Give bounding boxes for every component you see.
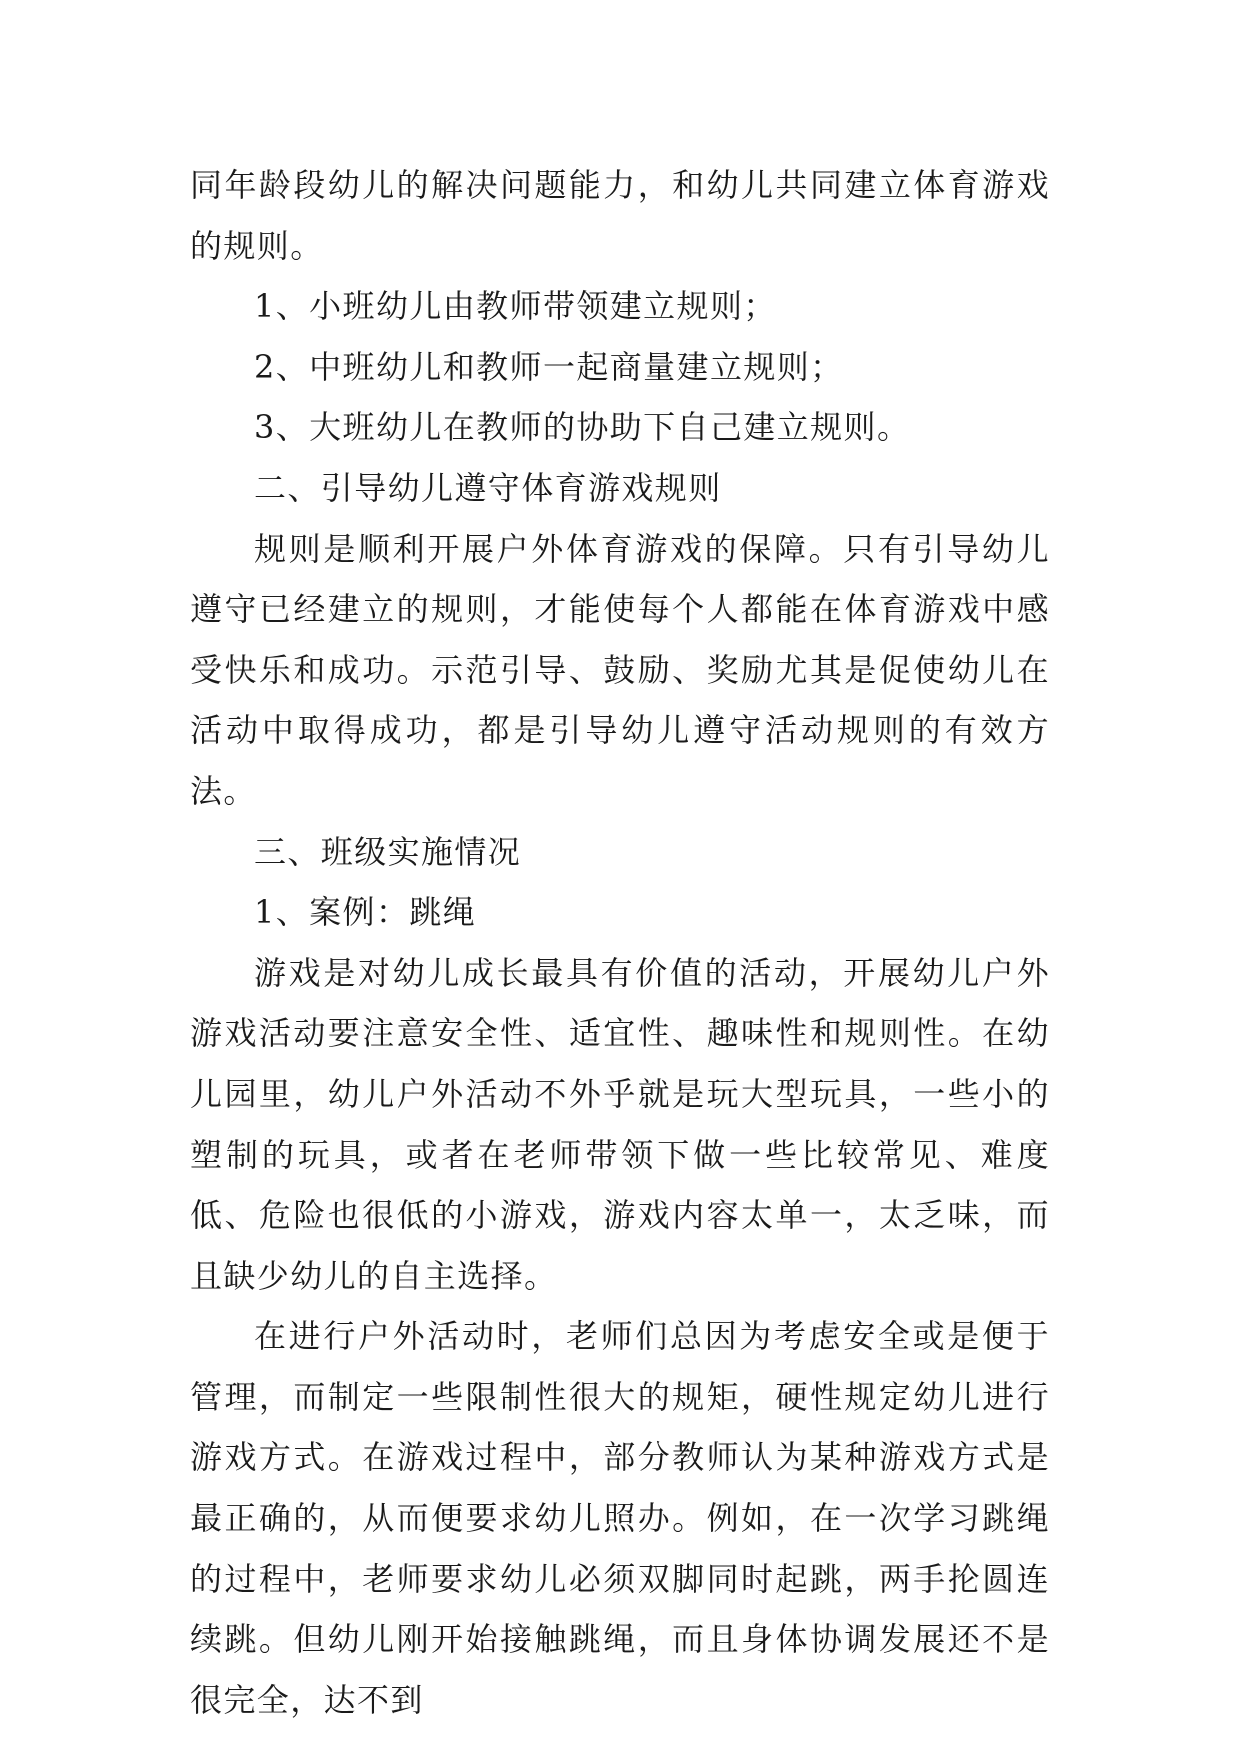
list-item-large-class: 3、大班幼儿在教师的协助下自己建立规则。 [254,408,911,447]
subsection-heading: 1、案例：跳绳 [254,893,477,932]
section-heading: 三、班级实施情况 [254,832,522,871]
list-item-middle-class: 2、中班幼儿和教师一起商量建立规则； [254,347,844,386]
paragraph: 游戏是对幼儿成长最具有价值的活动，开展幼儿户外游戏活动要注意安全性、适宜性、趣味性和规则性。在幼儿园里，幼儿户外活动不外乎就是玩大型玩具，一些小的塑制的玩具，或者在老师带领下做一些比较常见、难度低、危险也很低的小游戏，游戏内容太单一，太乏味，而且缺少幼儿的自主选择。 [190,953,1050,1295]
paragraph: 规则是顺利开展户外体育游戏的保障。只有引导幼儿遵守已经建立的规则，才能使每个人都能在体育游戏中感受快乐和成功。示范引导、鼓励、奖励尤其是促使幼儿在活动中取得成功，都是引导幼儿遵守活动规则的有效方法。 [190,529,1050,810]
paragraph: 同年龄段幼儿的解决问题能力，和幼儿共同建立体育游戏的规则。 [190,166,1050,265]
section-heading: 二、引导幼儿遵守体育游戏规则 [254,468,722,507]
list-item-small-class: 1、小班幼儿由教师带领建立规则； [254,287,777,326]
document-body [190,155,1050,1730]
paragraph: 在进行户外活动时，老师们总因为考虑安全或是便于管理，而制定一些限制性很大的规矩，硬性规定幼儿进行游戏方式。在游戏过程中，部分教师认为某种游戏方式是最正确的，从而便要求幼儿照办。例如，在一次学习跳绳的过程中，老师要求幼儿必须双脚同时起跳，两手抡圆连续跳。但幼儿刚开始接触跳绳，而且身体协调发展还不是很完全，达不到 [190,1317,1050,1719]
